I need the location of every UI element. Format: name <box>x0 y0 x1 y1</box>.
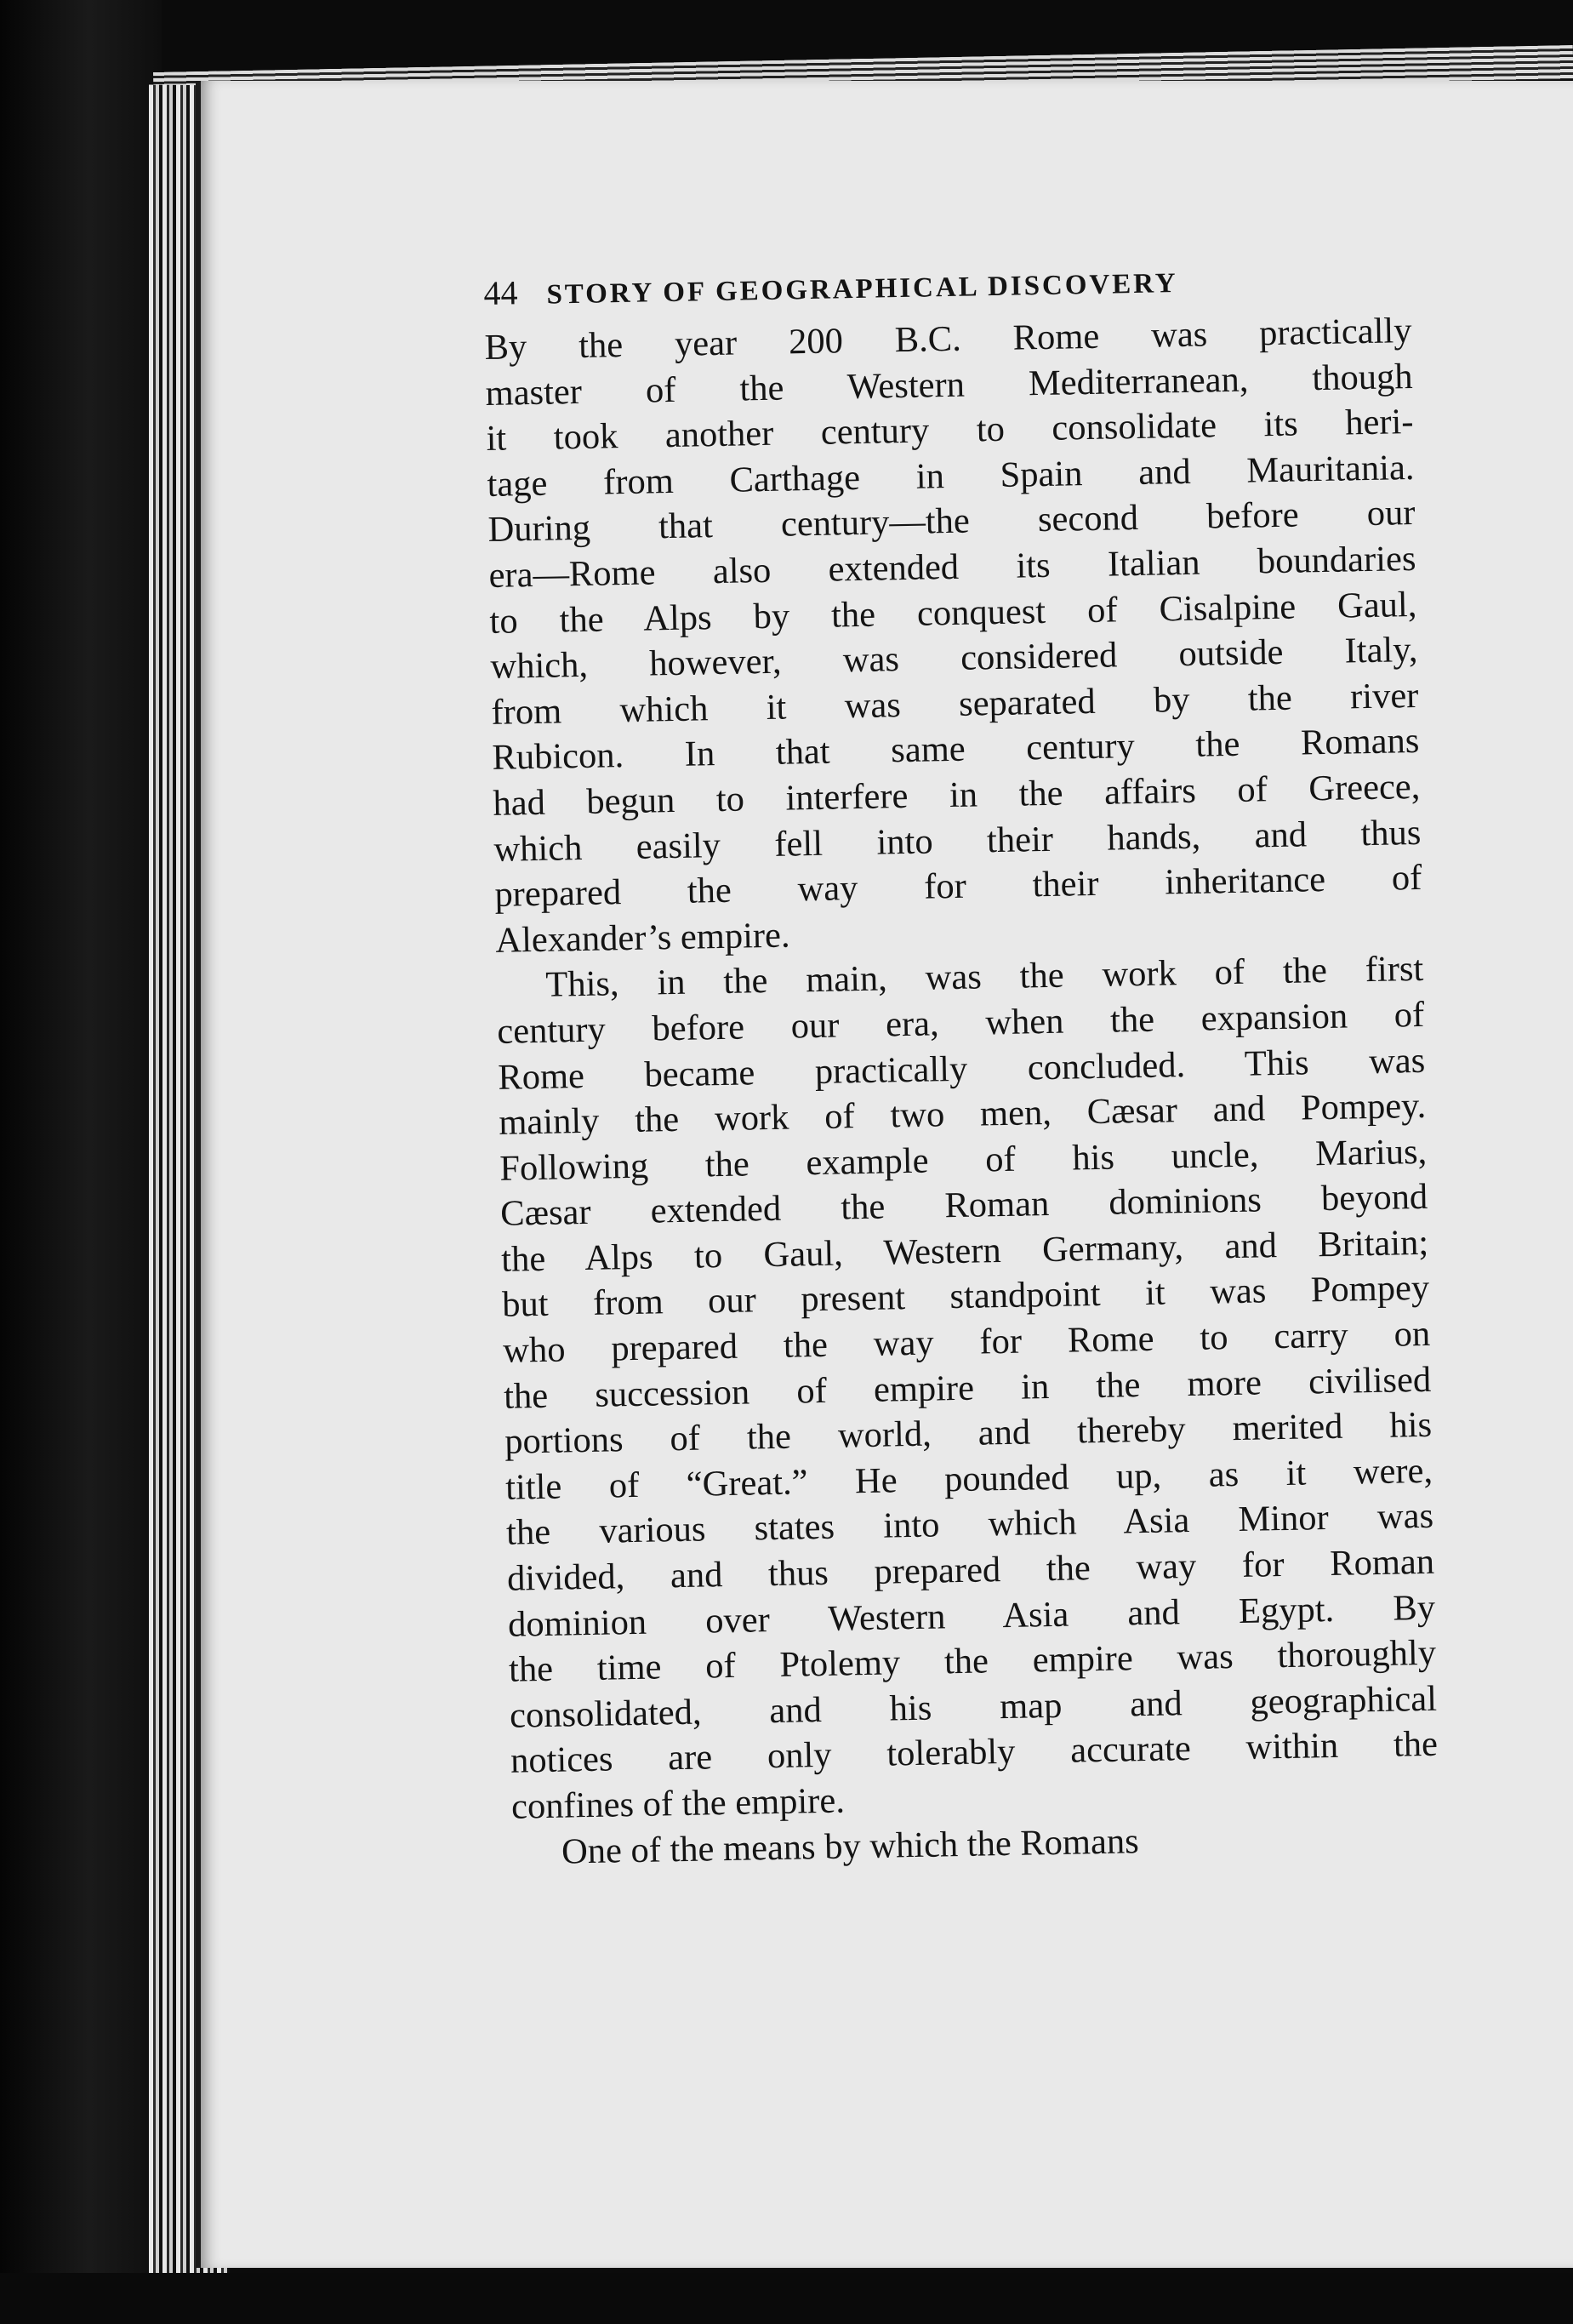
text-line: tage from Carthage in Spain and Mauritania. <box>487 447 1415 505</box>
text-line: era—Rome also extended its Italian boundaries <box>488 538 1416 596</box>
text-line: master of the Western Mediterranean, though <box>485 356 1413 414</box>
text-line: which, however, was considered outside Italy, <box>490 630 1418 688</box>
text-line: had begun to interfere in the affairs of Greece, <box>493 766 1421 824</box>
text-line: to the Alps by the conquest of Cisalpine Gaul, <box>489 584 1417 642</box>
text-line: One of the means by which the Romans <box>561 1820 1140 1872</box>
text-line: During that century—the second before our <box>487 493 1416 551</box>
text-line: confines of the empire. <box>510 1780 846 1827</box>
page-number: 44 <box>483 273 518 312</box>
text-line: prepared the way for their inheritance of <box>494 858 1422 915</box>
body-text <box>484 308 1439 1876</box>
book-spine <box>0 0 162 2324</box>
paragraph <box>496 946 1439 1830</box>
text-line: century before our era, when the expansion of <box>496 994 1425 1052</box>
text-line: By the year 200 B.C. Rome was practically <box>484 311 1412 368</box>
text-line: which easily fell into their hands, and thus <box>493 812 1422 870</box>
text-line: This, in the main, was the work of the first <box>544 949 1424 1006</box>
text-line: mainly the work of two men, Cæsar and Pompey. <box>498 1085 1427 1143</box>
text-line: it took another century to consolidate its heri- <box>486 402 1414 460</box>
text-line: Rubicon. In that same century the Romans <box>492 721 1420 779</box>
running-head-title: STORY OF GEOGRAPHICAL DISCOVERY <box>546 268 1178 311</box>
text-line: notices are only tolerably accurate within the <box>510 1724 1439 1782</box>
text-line: Rome became practically concluded. This was <box>497 1040 1426 1098</box>
text-line: who prepared the way for Rome to carry on <box>502 1313 1431 1371</box>
text-line: divided, and thus prepared the way for Roman <box>506 1541 1435 1599</box>
text-line: but from our present standpoint it was Pompey <box>501 1268 1430 1326</box>
text-line: dominion over Western Asia and Egypt. By <box>507 1587 1436 1645</box>
text-line: the various states into which Asia Minor was <box>505 1496 1434 1554</box>
text-line: the Alps to Gaul, Western Germany, and Britain; <box>500 1222 1429 1280</box>
text-line: Cæsar extended the Roman dominions beyond <box>499 1177 1428 1235</box>
text-line: from which it was separated by the river <box>491 675 1419 733</box>
text-line: the succession of empire in the more civilised <box>503 1359 1432 1417</box>
text-line: consolidated, and his map and geographical <box>509 1678 1438 1736</box>
text-line: portions of the world, and thereby merited his <box>504 1405 1433 1463</box>
text-line: Following the example of his uncle, Marius, <box>499 1131 1428 1189</box>
text-block <box>483 254 1439 1876</box>
bottom-shadow <box>0 2273 1573 2324</box>
text-line: Alexander’s empire. <box>494 915 790 961</box>
paragraph <box>484 308 1423 963</box>
text-line: title of “Great.” He pounded up, as it were, <box>504 1450 1433 1508</box>
text-line: the time of Ptolemy the empire was thoroughly <box>508 1632 1437 1690</box>
